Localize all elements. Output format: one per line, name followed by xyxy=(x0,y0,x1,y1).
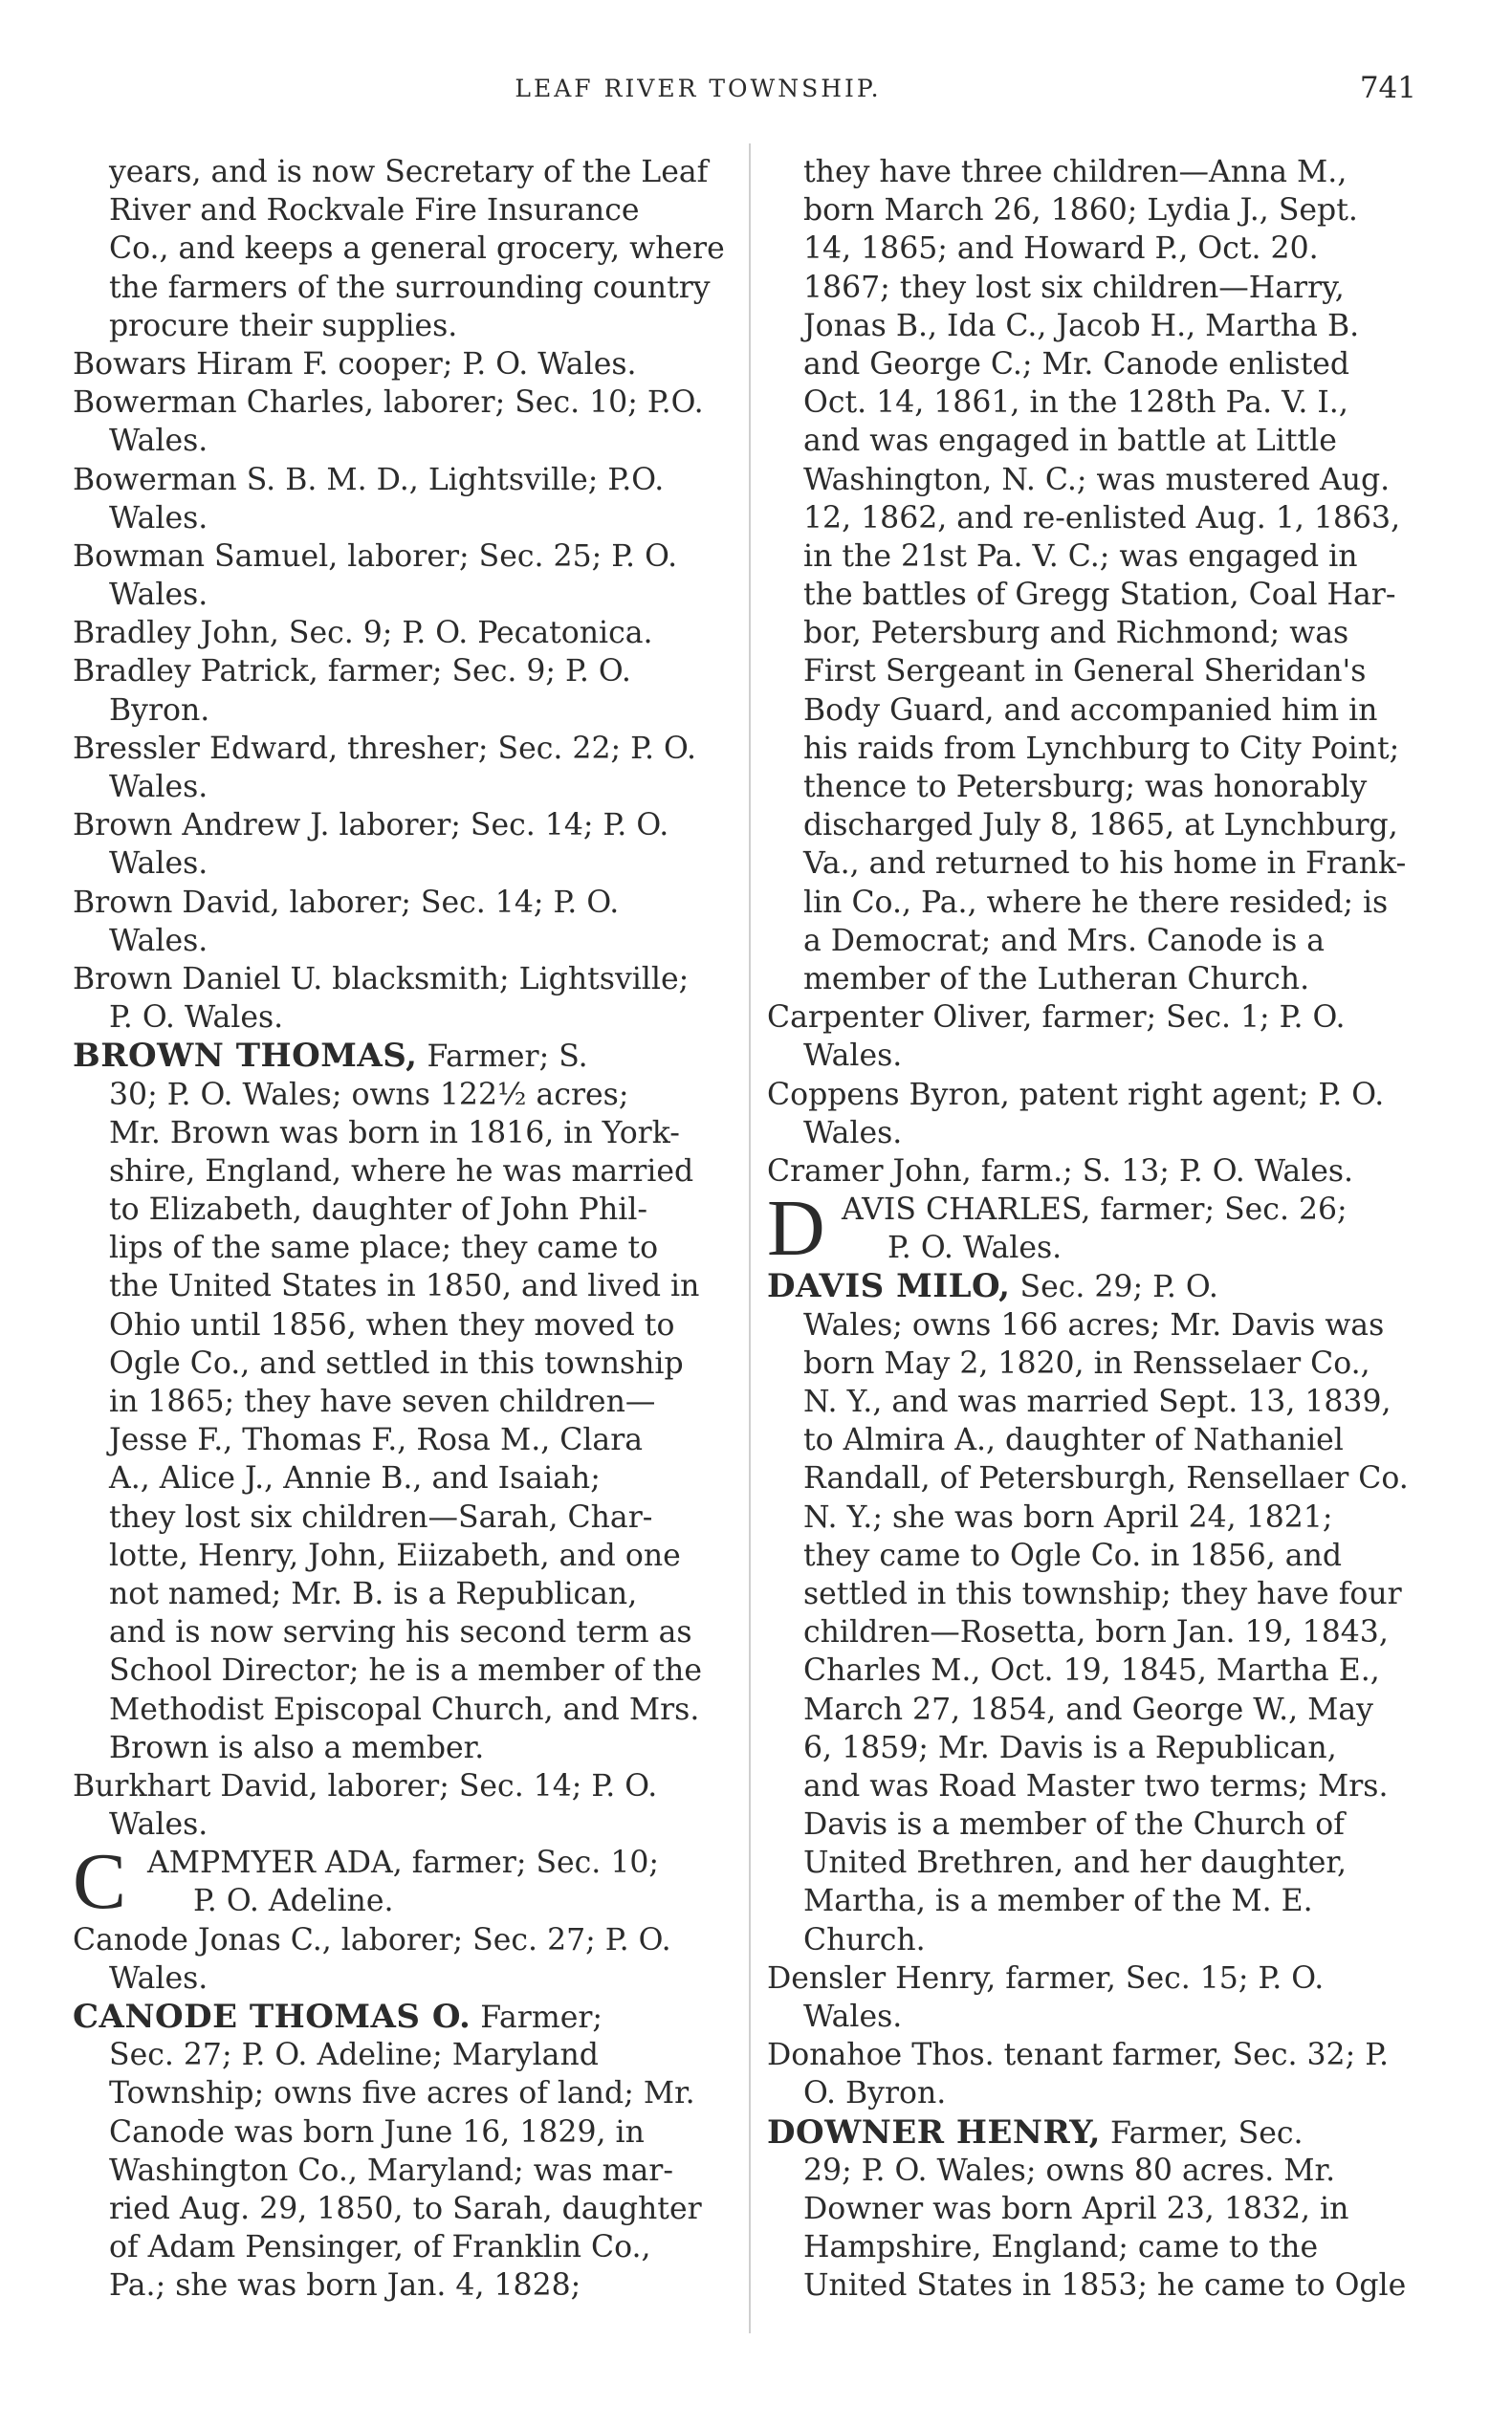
line-text: 14, 1865; and Howard P., Oct. 20. xyxy=(803,231,1319,267)
text-line xyxy=(73,230,742,268)
line-text: Wales. xyxy=(803,1039,903,1074)
text-line xyxy=(73,884,742,922)
line-text: the battles of Gregg Station, Coal Har- xyxy=(803,578,1396,613)
text-line xyxy=(767,383,1425,422)
text-line xyxy=(767,1998,1425,2036)
line-text: in 1865; they have seven children— xyxy=(109,1385,656,1419)
line-text: Randall, of Petersburgh, Rensellaer Co. xyxy=(803,1461,1409,1497)
line-text: O. Byron. xyxy=(803,2076,947,2111)
column-rule xyxy=(749,143,751,2333)
text-line xyxy=(767,269,1425,307)
line-text: settled in this township; they have four xyxy=(803,1576,1402,1611)
line-text: Bowman Samuel, laborer; Sec. 25; P. O. xyxy=(73,538,678,574)
line-text: Bowerman S. B. M. D., Lightsville; P.O. xyxy=(73,462,665,497)
text-line xyxy=(767,1691,1425,1729)
line-text: they have three children—Anna M., xyxy=(803,155,1348,189)
line-text: Wales. xyxy=(109,770,208,804)
text-line xyxy=(73,2266,742,2305)
left-column xyxy=(73,153,742,2306)
text-line xyxy=(73,1114,742,1152)
line-text: Wales. xyxy=(109,846,208,882)
line-text: First Sergeant in General Sheridan's xyxy=(803,654,1367,689)
line-text: Body Guard, and accompanied him in xyxy=(803,692,1378,728)
text-line xyxy=(73,422,742,460)
line-text: to Almira A., daughter of Nathaniel xyxy=(803,1423,1344,1458)
text-line xyxy=(767,422,1425,460)
line-text: N. Y.; she was born April 24, 1821; xyxy=(803,1499,1333,1535)
text-line xyxy=(767,461,1425,499)
line-text: and was Road Master two terms; Mrs. xyxy=(803,1768,1389,1804)
text-line xyxy=(767,1575,1425,1613)
line-text: United Brethren, and her daughter, xyxy=(803,1846,1348,1881)
line-text: Downer was born April 23, 1832, in xyxy=(803,2191,1349,2226)
text-line xyxy=(767,730,1425,768)
text-line xyxy=(767,806,1425,844)
line-text: 29; P. O. Wales; owns 80 acres. Mr. xyxy=(803,2153,1336,2188)
text-line xyxy=(73,1882,742,1920)
text-line xyxy=(767,1498,1425,1537)
line-text: Wales. xyxy=(109,923,208,958)
text-line xyxy=(73,499,742,537)
text-line xyxy=(767,2228,1425,2266)
text-line xyxy=(767,960,1425,998)
text-line xyxy=(73,269,742,307)
line-text: Bradley John, Sec. 9; P. O. Pecatonica. xyxy=(73,616,653,651)
line-text: Farmer; S. xyxy=(417,1039,588,1075)
line-text: in the 21st Pa. V. C.; was engaged in xyxy=(803,538,1358,574)
text-line xyxy=(73,1537,742,1575)
line-text: ried Aug. 29, 1850, to Sarah, daughter xyxy=(109,2191,702,2226)
line-text: the United States in 1850, and lived in xyxy=(109,1269,700,1304)
text-line xyxy=(73,1805,742,1844)
text-line xyxy=(767,614,1425,652)
line-text: Canode Jonas C., laborer; Sec. 27; P. O. xyxy=(73,1922,671,1958)
line-text: Wales. xyxy=(109,1807,208,1843)
text-line xyxy=(767,652,1425,690)
text-line xyxy=(73,153,742,191)
line-text: lotte, Henry, John, Eiizabeth, and one xyxy=(109,1538,681,1573)
text-line xyxy=(73,960,742,998)
line-text: Burkhart David, laborer; Sec. 14; P. O. xyxy=(73,1768,658,1804)
line-text: 12, 1862, and re-enlisted Aug. 1, 1863, xyxy=(803,500,1401,536)
line-text: and was engaged in battle at Little xyxy=(803,424,1337,459)
text-line xyxy=(767,1306,1425,1345)
line-text: Davis is a member of the Church of xyxy=(803,1807,1345,1843)
line-text: Wales; owns 166 acres; Mr. Davis was xyxy=(803,1307,1385,1343)
line-text: Brown is also a member. xyxy=(109,1730,485,1765)
text-line xyxy=(73,1152,742,1191)
text-line xyxy=(73,1575,742,1613)
line-text: Hampshire, England; came to the xyxy=(803,2230,1319,2265)
text-line xyxy=(73,2228,742,2266)
line-text: Wales. xyxy=(109,1960,208,1996)
text-line xyxy=(767,153,1425,191)
drop-cap: C xyxy=(73,1837,127,1927)
text-line xyxy=(73,1037,742,1075)
text-line xyxy=(73,1076,742,1114)
text-line xyxy=(767,1076,1425,1114)
text-line xyxy=(73,1998,742,2036)
text-line xyxy=(73,652,742,690)
line-text: Charles M., Oct. 19, 1845, Martha E., xyxy=(803,1653,1380,1689)
line-text: Pa.; she was born Jan. 4, 1828; xyxy=(109,2268,581,2304)
line-text: Wales. xyxy=(803,2000,903,2034)
text-line xyxy=(73,1345,742,1383)
text-line xyxy=(767,1767,1425,1805)
line-text: AVIS CHARLES, farmer; Sec. 26; xyxy=(842,1192,1348,1228)
line-text: lin Co., Pa., where he there resided; is xyxy=(803,885,1389,920)
line-text: Canode was born June 16, 1829, in xyxy=(109,2114,645,2150)
text-line xyxy=(767,1651,1425,1690)
line-text: Methodist Episcopal Church, and Mrs. xyxy=(109,1692,700,1727)
line-text: children—Rosetta, born Jan. 19, 1843, xyxy=(803,1615,1389,1651)
text-line xyxy=(73,1229,742,1267)
line-text: 1867; they lost six children—Harry, xyxy=(803,270,1345,305)
line-text: P. O. Wales. xyxy=(109,1000,284,1036)
text-line xyxy=(73,806,742,844)
line-text: they came to Ogle Co. in 1856, and xyxy=(803,1538,1343,1573)
line-text: Coppens Byron, patent right agent; P. O. xyxy=(767,1077,1385,1112)
text-line xyxy=(73,345,742,383)
line-text: Bressler Edward, thresher; Sec. 22; P. O. xyxy=(73,731,696,766)
text-line xyxy=(73,1383,742,1421)
text-line xyxy=(767,998,1425,1037)
entry-name: BROWN THOMAS, xyxy=(73,1037,418,1076)
text-line xyxy=(73,1421,742,1459)
text-line xyxy=(767,1114,1425,1152)
line-text: not named; Mr. B. is a Republican, xyxy=(109,1576,638,1611)
line-text: Wales. xyxy=(803,1115,903,1150)
line-text: River and Rockvale Fire Insurance xyxy=(109,193,640,229)
line-text: N. Y., and was married Sept. 13, 1839, xyxy=(803,1385,1391,1419)
line-text: born March 26, 1860; Lydia J., Sept. xyxy=(803,193,1358,229)
line-text: Bowars Hiram F. cooper; P. O. Wales. xyxy=(73,346,637,382)
text-line xyxy=(767,1421,1425,1459)
line-text: Densler Henry, farmer, Sec. 15; P. O. xyxy=(767,1960,1325,1996)
text-line xyxy=(73,2152,742,2190)
page-number: 741 xyxy=(1359,71,1416,105)
line-text: Farmer, Sec. xyxy=(1100,2115,1304,2151)
line-text: discharged July 8, 1865, at Lynchburg, xyxy=(803,808,1398,843)
text-line xyxy=(767,1613,1425,1651)
text-line xyxy=(73,691,742,730)
line-text: born May 2, 1820, in Rensselaer Co., xyxy=(803,1345,1370,1381)
line-text: and George C.; Mr. Canode enlisted xyxy=(803,346,1350,382)
text-line xyxy=(767,1844,1425,1882)
line-text: 30; P. O. Wales; owns 122½ acres; xyxy=(109,1077,629,1112)
line-text: and is now serving his second term as xyxy=(109,1615,692,1651)
line-text: P. O. Wales. xyxy=(887,1231,1063,1266)
line-text: the farmers of the surrounding country xyxy=(109,270,711,305)
line-text: thence to Petersburg; was honorably xyxy=(803,770,1368,804)
text-line xyxy=(73,1691,742,1729)
text-line xyxy=(767,1152,1425,1191)
line-text: Jesse F., Thomas F., Rosa M., Clara xyxy=(109,1423,644,1458)
text-line xyxy=(767,307,1425,345)
entry-name: DAVIS MILO, xyxy=(767,1267,1011,1306)
line-text: Bradley Patrick, farmer; Sec. 9; P. O. xyxy=(73,654,631,689)
line-text: Wales. xyxy=(109,578,208,613)
line-text: they lost six children—Sarah, Char- xyxy=(109,1499,653,1535)
text-line xyxy=(73,1459,742,1498)
line-text: Donahoe Thos. tenant farmer, Sec. 32; P. xyxy=(767,2038,1390,2073)
text-line xyxy=(767,1921,1425,1959)
line-text: his raids from Lynchburg to City Point; xyxy=(803,731,1400,766)
text-line xyxy=(767,1037,1425,1075)
text-line xyxy=(73,2190,742,2228)
line-text: Wales. xyxy=(109,500,208,536)
line-text: Va., and returned to his home in Frank- xyxy=(803,846,1407,882)
text-line xyxy=(73,922,742,960)
text-line xyxy=(767,576,1425,614)
line-text: Brown Andrew J. laborer; Sec. 14; P. O. xyxy=(73,808,669,843)
text-line xyxy=(767,537,1425,576)
entry-name: CANODE THOMAS O. xyxy=(73,1998,471,2036)
text-line xyxy=(73,537,742,576)
line-text: Sec. 29; P. O. xyxy=(1010,1270,1218,1305)
text-line xyxy=(767,844,1425,883)
text-line xyxy=(767,1959,1425,1998)
line-text: Martha, is a member of the M. E. xyxy=(803,1884,1313,1919)
text-line xyxy=(73,1613,742,1651)
text-line xyxy=(767,1383,1425,1421)
line-text: lips of the same place; they came to xyxy=(109,1231,659,1266)
text-line xyxy=(73,768,742,806)
text-line xyxy=(767,191,1425,230)
line-text: years, and is now Secretary of the Leaf xyxy=(109,155,709,189)
line-text: Bowerman Charles, laborer; Sec. 10; P.O. xyxy=(73,385,704,421)
text-line xyxy=(73,2074,742,2112)
text-line xyxy=(767,1805,1425,1844)
text-line xyxy=(767,768,1425,806)
line-text: Brown Daniel U. blacksmith; Lightsville; xyxy=(73,961,690,996)
line-text: Byron. xyxy=(109,692,210,728)
line-text: a Democrat; and Mrs. Canode is a xyxy=(803,923,1326,958)
text-line xyxy=(73,1191,742,1229)
line-text: School Director; he is a member of the xyxy=(109,1653,702,1689)
text-line xyxy=(767,345,1425,383)
line-text: Jonas B., Ida C., Jacob H., Martha B. xyxy=(803,308,1360,343)
line-text: Sec. 27; P. O. Adeline; Maryland xyxy=(109,2038,599,2073)
line-text: Co., and keeps a general grocery, where xyxy=(109,231,725,267)
line-text: Farmer; xyxy=(471,2001,603,2035)
text-line xyxy=(767,230,1425,268)
text-line xyxy=(73,2113,742,2152)
line-text: Ogle Co., and settled in this township xyxy=(109,1345,684,1381)
line-text: March 27, 1854, and George W., May xyxy=(803,1692,1373,1727)
text-line xyxy=(767,2036,1425,2074)
text-line xyxy=(73,998,742,1037)
line-text: 6, 1859; Mr. Davis is a Republican, xyxy=(803,1730,1337,1765)
line-text: Washington, N. C.; was mustered Aug. xyxy=(803,462,1391,497)
line-text: to Elizabeth, daughter of John Phil- xyxy=(109,1192,648,1228)
text-line xyxy=(73,191,742,230)
text-line xyxy=(767,1882,1425,1920)
text-line xyxy=(73,1651,742,1690)
text-line xyxy=(767,691,1425,730)
text-line xyxy=(73,2036,742,2074)
text-line xyxy=(767,1729,1425,1767)
text-line xyxy=(767,499,1425,537)
text-line xyxy=(73,1921,742,1959)
text-line xyxy=(767,2074,1425,2112)
line-text: Cramer John, farm.; S. 13; P. O. Wales. xyxy=(767,1153,1354,1189)
text-line xyxy=(767,1267,1425,1305)
line-text: Brown David, laborer; Sec. 14; P. O. xyxy=(73,885,620,920)
text-line xyxy=(73,1959,742,1998)
line-text: bor, Petersburg and Richmond; was xyxy=(803,616,1349,651)
line-text: United States in 1853; he came to Ogle xyxy=(803,2268,1407,2304)
text-line xyxy=(767,2190,1425,2228)
line-text: Washington Co., Maryland; was mar- xyxy=(109,2153,673,2188)
text-line xyxy=(767,1537,1425,1575)
text-line xyxy=(73,730,742,768)
text-line xyxy=(73,1498,742,1537)
text-line xyxy=(73,1729,742,1767)
text-line xyxy=(73,461,742,499)
running-head: LEAF RIVER TOWNSHIP. xyxy=(515,75,882,102)
text-line xyxy=(73,383,742,422)
line-text: Mr. Brown was born in 1816, in York- xyxy=(109,1115,680,1150)
text-line xyxy=(73,1306,742,1345)
text-line xyxy=(767,2113,1425,2152)
right-column xyxy=(767,153,1425,2306)
text-line xyxy=(73,576,742,614)
line-text: of Adam Pensinger, of Franklin Co., xyxy=(109,2230,651,2265)
line-text: Township; owns five acres of land; Mr. xyxy=(109,2076,695,2111)
line-text: Oct. 14, 1861, in the 128th Pa. V. I., xyxy=(803,385,1348,421)
text-line xyxy=(73,307,742,345)
line-text: member of the Lutheran Church. xyxy=(803,961,1310,996)
line-text: Ohio until 1856, when they moved to xyxy=(109,1307,675,1343)
line-text: A., Alice J., Annie B., and Isaiah; xyxy=(109,1461,601,1497)
text-line xyxy=(767,1459,1425,1498)
text-line xyxy=(767,884,1425,922)
text-line xyxy=(767,922,1425,960)
text-line xyxy=(767,2266,1425,2305)
line-text: shire, England, where he was married xyxy=(109,1153,694,1189)
page-header xyxy=(0,71,1512,113)
line-text: Wales. xyxy=(109,424,208,459)
line-text: AMPMYER ADA, farmer; Sec. 10; xyxy=(147,1846,660,1881)
text-line xyxy=(767,1345,1425,1383)
entry-name: DOWNER HENRY, xyxy=(767,2112,1101,2152)
text-line xyxy=(767,1229,1425,1267)
drop-cap: D xyxy=(767,1184,825,1274)
text-line xyxy=(767,2152,1425,2190)
text-line xyxy=(73,844,742,883)
line-text: P. O. Adeline. xyxy=(193,1884,394,1919)
text-line xyxy=(73,1267,742,1305)
line-text: Church. xyxy=(803,1922,926,1958)
text-line xyxy=(73,614,742,652)
line-text: Carpenter Oliver, farmer; Sec. 1; P. O. xyxy=(767,1000,1346,1036)
text-line xyxy=(73,1767,742,1805)
line-text: procure their supplies. xyxy=(109,308,458,343)
